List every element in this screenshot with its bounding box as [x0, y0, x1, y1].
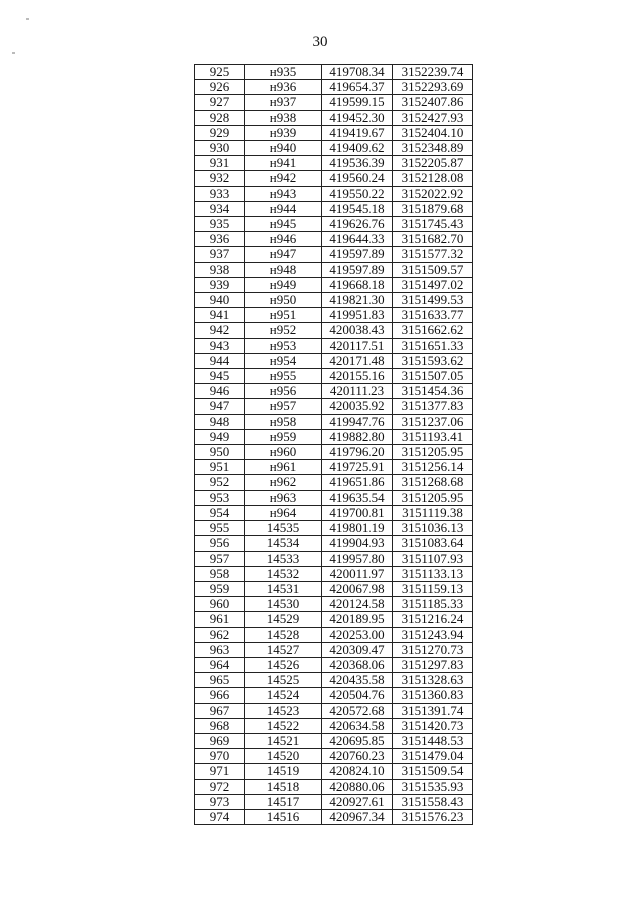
y-coordinate-cell: 3151270.73	[393, 642, 473, 657]
point-id-cell: 14531	[245, 581, 322, 596]
x-coordinate-cell: 419882.80	[322, 429, 393, 444]
point-id-cell: н958	[245, 414, 322, 429]
point-id-cell: 14518	[245, 779, 322, 794]
point-id-cell: 14535	[245, 521, 322, 536]
x-coordinate-cell: 419597.89	[322, 247, 393, 262]
table-row	[195, 323, 473, 338]
y-coordinate-cell: 3151577.32	[393, 247, 473, 262]
table-row	[195, 414, 473, 429]
x-coordinate-cell: 420760.23	[322, 749, 393, 764]
scan-dot	[12, 52, 15, 54]
row-index-cell: 968	[195, 718, 245, 733]
row-index-cell: 927	[195, 95, 245, 110]
x-coordinate-cell: 420634.58	[322, 718, 393, 733]
row-index-cell: 940	[195, 293, 245, 308]
point-id-cell: н947	[245, 247, 322, 262]
table-row	[195, 642, 473, 657]
row-index-cell: 934	[195, 201, 245, 216]
x-coordinate-cell: 419550.22	[322, 186, 393, 201]
x-coordinate-cell: 420435.58	[322, 673, 393, 688]
table-row	[195, 490, 473, 505]
row-index-cell: 933	[195, 186, 245, 201]
x-coordinate-cell: 419644.33	[322, 232, 393, 247]
point-id-cell: 14532	[245, 566, 322, 581]
y-coordinate-cell: 3152427.93	[393, 110, 473, 125]
row-index-cell: 974	[195, 809, 245, 824]
y-coordinate-cell: 3151479.04	[393, 749, 473, 764]
x-coordinate-cell: 420824.10	[322, 764, 393, 779]
table-row	[195, 551, 473, 566]
table-row	[195, 657, 473, 672]
table-row	[195, 581, 473, 596]
point-id-cell: н948	[245, 262, 322, 277]
point-id-cell: н955	[245, 369, 322, 384]
row-index-cell: 957	[195, 551, 245, 566]
row-index-cell: 962	[195, 627, 245, 642]
page-number: 30	[312, 34, 328, 50]
x-coordinate-cell: 419599.15	[322, 95, 393, 110]
point-id-cell: н939	[245, 125, 322, 140]
point-id-cell: н953	[245, 338, 322, 353]
point-id-cell: н959	[245, 429, 322, 444]
table-row	[195, 293, 473, 308]
point-id-cell: 14522	[245, 718, 322, 733]
table-row	[195, 232, 473, 247]
row-index-cell: 925	[195, 65, 245, 80]
y-coordinate-cell: 3151036.13	[393, 521, 473, 536]
y-coordinate-cell: 3151633.77	[393, 308, 473, 323]
table-row	[195, 95, 473, 110]
point-id-cell: н954	[245, 353, 322, 368]
row-index-cell: 967	[195, 703, 245, 718]
point-id-cell: 14527	[245, 642, 322, 657]
x-coordinate-cell: 419536.39	[322, 156, 393, 171]
point-id-cell: н949	[245, 277, 322, 292]
table-row	[195, 171, 473, 186]
x-coordinate-cell: 420035.92	[322, 399, 393, 414]
y-coordinate-cell: 3151185.33	[393, 597, 473, 612]
table-row	[195, 110, 473, 125]
row-index-cell: 929	[195, 125, 245, 140]
table-row	[195, 703, 473, 718]
y-coordinate-cell: 3151216.24	[393, 612, 473, 627]
table-row	[195, 749, 473, 764]
y-coordinate-cell: 3151391.74	[393, 703, 473, 718]
row-index-cell: 948	[195, 414, 245, 429]
y-coordinate-cell: 3152404.10	[393, 125, 473, 140]
x-coordinate-cell: 420504.76	[322, 688, 393, 703]
y-coordinate-cell: 3151268.68	[393, 475, 473, 490]
point-id-cell: н945	[245, 217, 322, 232]
point-id-cell: н940	[245, 141, 322, 156]
x-coordinate-cell: 420171.48	[322, 353, 393, 368]
row-index-cell: 926	[195, 80, 245, 95]
y-coordinate-cell: 3151193.41	[393, 429, 473, 444]
y-coordinate-cell: 3151509.57	[393, 262, 473, 277]
y-coordinate-cell: 3151205.95	[393, 445, 473, 460]
table-row	[195, 353, 473, 368]
y-coordinate-cell: 3151377.83	[393, 399, 473, 414]
point-id-cell: н941	[245, 156, 322, 171]
y-coordinate-cell: 3151448.53	[393, 733, 473, 748]
row-index-cell: 946	[195, 384, 245, 399]
row-index-cell: 961	[195, 612, 245, 627]
point-id-cell: н963	[245, 490, 322, 505]
point-id-cell: 14528	[245, 627, 322, 642]
point-id-cell: н938	[245, 110, 322, 125]
row-index-cell: 966	[195, 688, 245, 703]
y-coordinate-cell: 3151879.68	[393, 201, 473, 216]
table-row	[195, 673, 473, 688]
table-row	[195, 779, 473, 794]
point-id-cell: 14534	[245, 536, 322, 551]
x-coordinate-cell: 420117.51	[322, 338, 393, 353]
y-coordinate-cell: 3151499.53	[393, 293, 473, 308]
row-index-cell: 955	[195, 521, 245, 536]
table-row	[195, 521, 473, 536]
table-row	[195, 399, 473, 414]
y-coordinate-cell: 3152128.08	[393, 171, 473, 186]
row-index-cell: 936	[195, 232, 245, 247]
table-row	[195, 308, 473, 323]
x-coordinate-cell: 420038.43	[322, 323, 393, 338]
point-id-cell: н944	[245, 201, 322, 216]
row-index-cell: 941	[195, 308, 245, 323]
point-id-cell: 14517	[245, 794, 322, 809]
x-coordinate-cell: 419904.93	[322, 536, 393, 551]
y-coordinate-cell: 3151662.62	[393, 323, 473, 338]
point-id-cell: н960	[245, 445, 322, 460]
x-coordinate-cell: 419700.81	[322, 505, 393, 520]
table-row	[195, 141, 473, 156]
point-id-cell: н942	[245, 171, 322, 186]
point-id-cell: н957	[245, 399, 322, 414]
x-coordinate-cell: 419668.18	[322, 277, 393, 292]
y-coordinate-cell: 3151593.62	[393, 353, 473, 368]
y-coordinate-cell: 3151651.33	[393, 338, 473, 353]
point-id-cell: н935	[245, 65, 322, 80]
row-index-cell: 951	[195, 460, 245, 475]
row-index-cell: 971	[195, 764, 245, 779]
x-coordinate-cell: 420011.97	[322, 566, 393, 581]
table-row	[195, 536, 473, 551]
table-row	[195, 460, 473, 475]
row-index-cell: 943	[195, 338, 245, 353]
row-index-cell: 935	[195, 217, 245, 232]
x-coordinate-cell: 419821.30	[322, 293, 393, 308]
point-id-cell: н946	[245, 232, 322, 247]
row-index-cell: 959	[195, 581, 245, 596]
point-id-cell: н962	[245, 475, 322, 490]
table-row	[195, 794, 473, 809]
x-coordinate-cell: 420155.16	[322, 369, 393, 384]
table-row	[195, 627, 473, 642]
point-id-cell: 14516	[245, 809, 322, 824]
row-index-cell: 938	[195, 262, 245, 277]
row-index-cell: 931	[195, 156, 245, 171]
row-index-cell: 945	[195, 369, 245, 384]
y-coordinate-cell: 3151497.02	[393, 277, 473, 292]
y-coordinate-cell: 3152348.89	[393, 141, 473, 156]
y-coordinate-cell: 3151297.83	[393, 657, 473, 672]
x-coordinate-cell: 419796.20	[322, 445, 393, 460]
row-index-cell: 956	[195, 536, 245, 551]
row-index-cell: 963	[195, 642, 245, 657]
coordinates-table-body	[195, 65, 473, 825]
x-coordinate-cell: 419419.67	[322, 125, 393, 140]
y-coordinate-cell: 3151576.23	[393, 809, 473, 824]
x-coordinate-cell: 420253.00	[322, 627, 393, 642]
y-coordinate-cell: 3151682.70	[393, 232, 473, 247]
x-coordinate-cell: 419957.80	[322, 551, 393, 566]
point-id-cell: 14524	[245, 688, 322, 703]
y-coordinate-cell: 3151256.14	[393, 460, 473, 475]
point-id-cell: 14523	[245, 703, 322, 718]
table-row	[195, 247, 473, 262]
point-id-cell: н950	[245, 293, 322, 308]
table-row	[195, 156, 473, 171]
y-coordinate-cell: 3152022.92	[393, 186, 473, 201]
y-coordinate-cell: 3151205.95	[393, 490, 473, 505]
row-index-cell: 932	[195, 171, 245, 186]
x-coordinate-cell: 419545.18	[322, 201, 393, 216]
y-coordinate-cell: 3151509.54	[393, 764, 473, 779]
y-coordinate-cell: 3151243.94	[393, 627, 473, 642]
row-index-cell: 965	[195, 673, 245, 688]
x-coordinate-cell: 419708.34	[322, 65, 393, 80]
x-coordinate-cell: 420067.98	[322, 581, 393, 596]
table-row	[195, 262, 473, 277]
point-id-cell: 14525	[245, 673, 322, 688]
row-index-cell: 954	[195, 505, 245, 520]
table-row	[195, 718, 473, 733]
point-id-cell: н936	[245, 80, 322, 95]
x-coordinate-cell: 420309.47	[322, 642, 393, 657]
table-row	[195, 597, 473, 612]
y-coordinate-cell: 3151360.83	[393, 688, 473, 703]
point-id-cell: н951	[245, 308, 322, 323]
table-row	[195, 505, 473, 520]
x-coordinate-cell: 419801.19	[322, 521, 393, 536]
y-coordinate-cell: 3151107.93	[393, 551, 473, 566]
table-row	[195, 65, 473, 80]
row-index-cell: 949	[195, 429, 245, 444]
y-coordinate-cell: 3152239.74	[393, 65, 473, 80]
table-row	[195, 277, 473, 292]
y-coordinate-cell: 3151133.13	[393, 566, 473, 581]
row-index-cell: 942	[195, 323, 245, 338]
row-index-cell: 964	[195, 657, 245, 672]
x-coordinate-cell: 419409.62	[322, 141, 393, 156]
coordinates-table	[194, 64, 473, 825]
table-row	[195, 429, 473, 444]
row-index-cell: 950	[195, 445, 245, 460]
x-coordinate-cell: 420880.06	[322, 779, 393, 794]
y-coordinate-cell: 3151119.38	[393, 505, 473, 520]
x-coordinate-cell: 419626.76	[322, 217, 393, 232]
table-row	[195, 338, 473, 353]
point-id-cell: 14533	[245, 551, 322, 566]
y-coordinate-cell: 3152205.87	[393, 156, 473, 171]
y-coordinate-cell: 3151328.63	[393, 673, 473, 688]
table-row	[195, 764, 473, 779]
table-row	[195, 384, 473, 399]
x-coordinate-cell: 419452.30	[322, 110, 393, 125]
table-row	[195, 809, 473, 824]
x-coordinate-cell: 420111.23	[322, 384, 393, 399]
y-coordinate-cell: 3151507.05	[393, 369, 473, 384]
y-coordinate-cell: 3151535.93	[393, 779, 473, 794]
x-coordinate-cell: 420967.34	[322, 809, 393, 824]
x-coordinate-cell: 419725.91	[322, 460, 393, 475]
table-row	[195, 217, 473, 232]
x-coordinate-cell: 420124.58	[322, 597, 393, 612]
x-coordinate-cell: 420572.68	[322, 703, 393, 718]
x-coordinate-cell: 419654.37	[322, 80, 393, 95]
point-id-cell: 14521	[245, 733, 322, 748]
table-row	[195, 445, 473, 460]
x-coordinate-cell: 420189.95	[322, 612, 393, 627]
x-coordinate-cell: 420368.06	[322, 657, 393, 672]
point-id-cell: 14529	[245, 612, 322, 627]
y-coordinate-cell: 3151454.36	[393, 384, 473, 399]
row-index-cell: 973	[195, 794, 245, 809]
row-index-cell: 972	[195, 779, 245, 794]
y-coordinate-cell: 3151159.13	[393, 581, 473, 596]
row-index-cell: 947	[195, 399, 245, 414]
y-coordinate-cell: 3151745.43	[393, 217, 473, 232]
table-row	[195, 566, 473, 581]
x-coordinate-cell: 419947.76	[322, 414, 393, 429]
point-id-cell: н961	[245, 460, 322, 475]
row-index-cell: 937	[195, 247, 245, 262]
row-index-cell: 969	[195, 733, 245, 748]
table-row	[195, 369, 473, 384]
table-row	[195, 80, 473, 95]
row-index-cell: 960	[195, 597, 245, 612]
y-coordinate-cell: 3151237.06	[393, 414, 473, 429]
table-row	[195, 186, 473, 201]
y-coordinate-cell: 3151420.73	[393, 718, 473, 733]
point-id-cell: н952	[245, 323, 322, 338]
point-id-cell: н943	[245, 186, 322, 201]
row-index-cell: 970	[195, 749, 245, 764]
row-index-cell: 958	[195, 566, 245, 581]
point-id-cell: 14526	[245, 657, 322, 672]
row-index-cell: 953	[195, 490, 245, 505]
row-index-cell: 944	[195, 353, 245, 368]
table-row	[195, 733, 473, 748]
point-id-cell: н956	[245, 384, 322, 399]
y-coordinate-cell: 3151558.43	[393, 794, 473, 809]
x-coordinate-cell: 420695.85	[322, 733, 393, 748]
table-row	[195, 125, 473, 140]
table-row	[195, 201, 473, 216]
row-index-cell: 928	[195, 110, 245, 125]
point-id-cell: 14520	[245, 749, 322, 764]
row-index-cell: 930	[195, 141, 245, 156]
scan-dot	[26, 18, 29, 20]
row-index-cell: 952	[195, 475, 245, 490]
x-coordinate-cell: 420927.61	[322, 794, 393, 809]
point-id-cell: н964	[245, 505, 322, 520]
x-coordinate-cell: 419597.89	[322, 262, 393, 277]
y-coordinate-cell: 3151083.64	[393, 536, 473, 551]
row-index-cell: 939	[195, 277, 245, 292]
x-coordinate-cell: 419651.86	[322, 475, 393, 490]
x-coordinate-cell: 419951.83	[322, 308, 393, 323]
table-row	[195, 688, 473, 703]
table-row	[195, 475, 473, 490]
x-coordinate-cell: 419560.24	[322, 171, 393, 186]
y-coordinate-cell: 3152407.86	[393, 95, 473, 110]
y-coordinate-cell: 3152293.69	[393, 80, 473, 95]
point-id-cell: 14530	[245, 597, 322, 612]
point-id-cell: н937	[245, 95, 322, 110]
point-id-cell: 14519	[245, 764, 322, 779]
x-coordinate-cell: 419635.54	[322, 490, 393, 505]
table-row	[195, 612, 473, 627]
